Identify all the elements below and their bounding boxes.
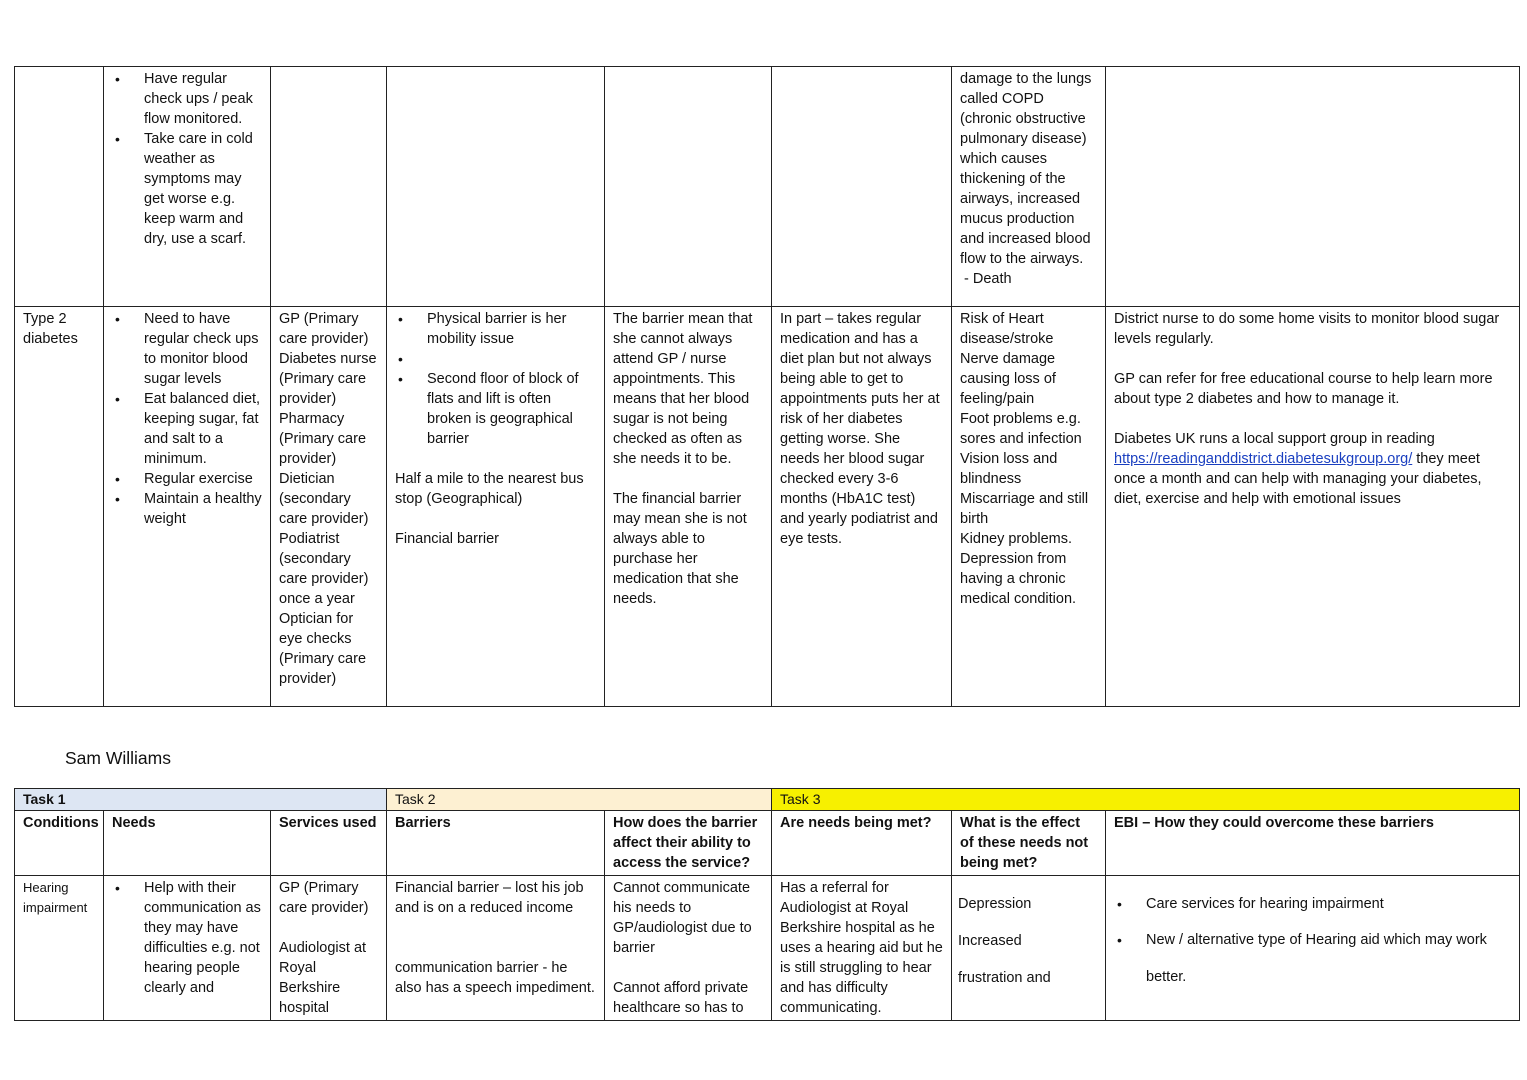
effect-text: The barrier mean that she cannot always attend GP / nurse appointments. This means that her blood sugar is not being checked as often as she needs it to be. — [613, 311, 753, 467]
spacer — [613, 469, 763, 489]
not-met-text: Depression from having a chronic medical condition. — [960, 551, 1077, 607]
barrier-text: Half a mile to the nearest bus stop (Geographical) — [395, 471, 584, 507]
effect-cell — [605, 307, 772, 707]
spacer — [395, 938, 596, 958]
list-item: • Maintain a healthy weight — [144, 489, 262, 529]
met-cell: Has a referral for Audiologist at Royal Berkshire hospital as he uses a hearing aid but he is still struggling to hear and has difficulty communicating. — [772, 876, 952, 1021]
not-met-cell — [952, 876, 1106, 1021]
effect-cell — [605, 67, 772, 307]
not-met-text: - Death — [960, 271, 1012, 287]
needs-cell — [104, 876, 271, 1021]
task2-label: Task 2 — [387, 789, 772, 811]
header-services: Services used — [271, 811, 387, 876]
condition-cell: Type 2 diabetes — [15, 307, 104, 707]
barrier-text: Financial barrier — [395, 531, 499, 547]
barrier-text: Financial barrier – lost his job and is on a reduced income — [395, 880, 584, 916]
header-met: Are needs being met? — [772, 811, 952, 876]
service-item: Diabetes nurse (Primary care provider) — [279, 351, 377, 407]
service-item: Podiatrist (secondary care provider) once a year — [279, 531, 369, 607]
spacer — [395, 449, 596, 469]
services-cell — [271, 307, 387, 707]
list-item: • Care services for hearing impairment — [1146, 894, 1511, 914]
spacer — [1114, 409, 1511, 429]
services-cell — [271, 67, 387, 307]
header-barriers: Barriers — [387, 811, 605, 876]
header-row — [15, 811, 1520, 876]
spacer — [1114, 349, 1511, 369]
task3-label: Task 3 — [772, 789, 1520, 811]
met-cell — [772, 67, 952, 307]
not-met-cell — [952, 67, 1106, 307]
list-item: • Need to have regular check ups to monitor blood sugar levels — [144, 309, 262, 389]
effect-text: The financial barrier may mean she is not always able to purchase her medication that she needs. — [613, 491, 747, 607]
effect-cell — [605, 876, 772, 1021]
task1-label: Task 1 — [15, 789, 387, 811]
service-item: Optician for eye checks (Primary care provider) — [279, 611, 367, 687]
spacer — [613, 958, 763, 978]
service-item: GP (Primary care provider) — [279, 311, 369, 347]
spacer — [395, 509, 596, 529]
effect-text: Cannot afford private healthcare so has to — [613, 980, 749, 1016]
list-item: • Eat balanced diet, keeping sugar, fat and salt to a minimum. — [144, 389, 262, 469]
list-item: • Second floor of block of flats and lift is often broken is geographical barrier — [427, 369, 596, 449]
barriers-cell — [387, 307, 605, 707]
barriers-cell — [387, 876, 605, 1021]
not-met-text: Risk of Heart disease/stroke — [960, 311, 1054, 347]
list-item: • Help with their communication as they may have difficulties e.g. not hearing people clearly and — [144, 878, 262, 998]
list-item: • Physical barrier is her mobility issue — [427, 309, 596, 349]
service-item: Pharmacy (Primary care provider) — [279, 411, 367, 467]
list-item: • Take care in cold weather as symptoms may get worse e.g. keep warm and dry, use a scarf. — [144, 129, 262, 249]
ebi-cell — [1106, 67, 1520, 307]
not-met-text: Depression — [958, 896, 1032, 912]
header-conditions: Conditions — [15, 811, 104, 876]
not-met-text: frustration and — [958, 970, 1051, 986]
service-item: Dietician (secondary care provider) — [279, 471, 369, 527]
ebi-cell — [1106, 307, 1520, 707]
sam-williams-table — [14, 788, 1520, 1021]
header-needs: Needs — [104, 811, 271, 876]
not-met-text: Nerve damage causing loss of feeling/pain — [960, 351, 1056, 407]
header-not-met: What is the effect of these needs not being met? — [952, 811, 1106, 876]
ebi-text — [1114, 429, 1511, 509]
met-cell: In part – takes regular medication and has a diet plan but not always being able to get to appointments puts her at risk of her diabetes getting worse. She needs her blood sugar checked every 3-6 months (HbA1C test) and yearly podiatrist and eye tests. — [772, 307, 952, 707]
not-met-text: Kidney problems. — [960, 531, 1073, 547]
services-cell — [271, 876, 387, 1021]
barriers-cell — [387, 67, 605, 307]
needs-cell — [104, 307, 271, 707]
not-met-text: damage to the lungs called COPD (chronic obstructive pulmonary disease) which causes thickening of the airways, increased mucus production and increased blood flow to the airways. — [960, 71, 1092, 267]
not-met-text: Vision loss and blindness — [960, 451, 1058, 487]
ebi-text: District nurse to do some home visits to monitor blood sugar levels regularly. — [1114, 311, 1500, 347]
ebi-text-part: they meet once a month and can help with managing your diabetes, diet, exercise and help with emotional issues — [1114, 451, 1482, 507]
list-item: • Have regular check ups / peak flow monitored. — [144, 69, 262, 129]
table-row-copd-continued — [15, 67, 1520, 307]
ebi-text-part: Diabetes UK runs a local support group in reading — [1114, 431, 1435, 447]
service-item: GP (Primary care provider) — [279, 880, 369, 916]
table-row-type2-diabetes — [15, 307, 1520, 707]
barrier-text: communication barrier - he also has a speech impediment. — [395, 960, 595, 996]
not-met-text: Miscarriage and still birth — [960, 491, 1089, 527]
service-item: Audiologist at Royal Berkshire hospital — [279, 940, 367, 1016]
not-met-text: Foot problems e.g. sores and infection — [960, 411, 1082, 447]
table-row-hearing-impairment — [15, 876, 1520, 1021]
spacer — [395, 918, 596, 938]
header-effect: How does the barrier affect their ability to access the service? — [605, 811, 772, 876]
task-band-row — [15, 789, 1520, 811]
list-item: • Regular exercise — [144, 469, 262, 489]
diabetes-uk-link[interactable]: https://readinganddistrict.diabetesukgroup.org/ — [1114, 451, 1413, 467]
condition-cell: Hearing impairment — [15, 876, 104, 1021]
not-met-text: Increased — [958, 933, 1022, 949]
person-name-heading: Sam Williams — [65, 748, 171, 768]
effect-text: Cannot communicate his needs to GP/audiologist due to barrier — [613, 880, 752, 956]
spacer — [427, 349, 596, 369]
spacer — [279, 918, 378, 938]
ebi-text: GP can refer for free educational course to help learn more about type 2 diabetes and how to manage it. — [1114, 371, 1493, 407]
header-ebi: EBI – How they could overcome these barriers — [1106, 811, 1520, 876]
needs-cell — [104, 67, 271, 307]
ebi-cell — [1106, 876, 1520, 1021]
list-item: • New / alternative type of Hearing aid which may work better. — [1146, 922, 1511, 996]
not-met-cell — [952, 307, 1106, 707]
conditions-table-continued — [14, 66, 1520, 707]
condition-cell — [15, 67, 104, 307]
